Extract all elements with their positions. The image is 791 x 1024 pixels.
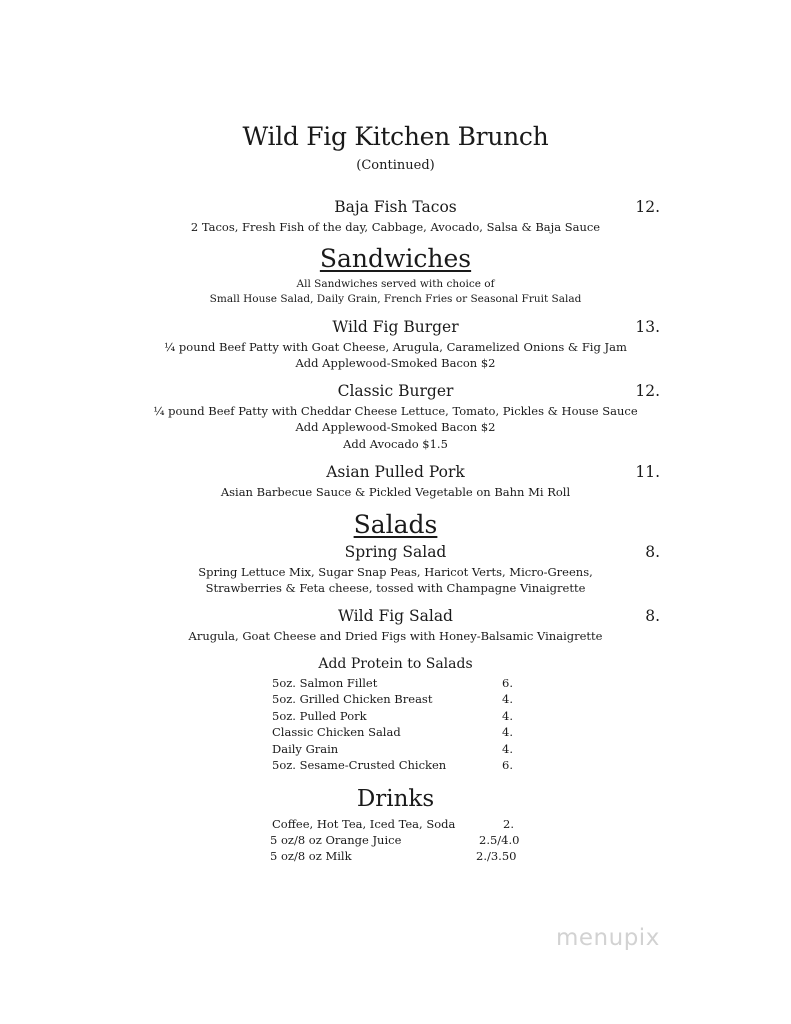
protein-add-on-title: Add Protein to Salads — [318, 656, 473, 672]
protein-name: 5oz. Grilled Chicken Breast — [272, 692, 433, 706]
item-desc-classic-burger: ¼ pound Beef Patty with Cheddar Cheese Lettuce, Tomato, Pickles & House Sauce — [153, 404, 638, 418]
protein-price: 6. — [502, 676, 513, 690]
page-subtitle: (Continued) — [356, 158, 435, 173]
menupix-watermark: menupix — [556, 925, 660, 951]
item-price-wild-fig-burger: 13. — [635, 318, 660, 336]
drink-price: 2. — [503, 817, 514, 831]
sandwiches-note-line-1: All Sandwiches served with choice of — [296, 278, 495, 290]
drink-price: 2.5/4.0 — [479, 833, 520, 847]
protein-name: Daily Grain — [272, 742, 339, 756]
item-price-baja-fish-tacos: 12. — [635, 198, 660, 216]
item-price-wild-fig-salad: 8. — [645, 607, 660, 625]
protein-name: 5oz. Salmon Fillet — [272, 676, 378, 690]
page-title: Wild Fig Kitchen Brunch — [242, 122, 549, 151]
item-desc-baja-fish-tacos: 2 Tacos, Fresh Fish of the day, Cabbage, Avocado, Salsa & Baja Sauce — [190, 220, 601, 234]
drink-name: Coffee, Hot Tea, Iced Tea, Soda — [272, 817, 456, 831]
protein-price: 4. — [502, 692, 513, 706]
item-name-classic-burger: Classic Burger — [337, 382, 454, 400]
section-title-sandwiches: Sandwiches — [319, 244, 472, 273]
item-desc-wild-fig-burger: ¼ pound Beef Patty with Goat Cheese, Arugula, Caramelized Onions & Fig Jam — [164, 340, 627, 354]
sandwiches-note-line-2: Small House Salad, Daily Grain, French Fries or Seasonal Fruit Salad — [209, 293, 582, 305]
protein-name: 5oz. Pulled Pork — [272, 709, 367, 723]
item-addon-wild-fig-burger: Add Applewood-Smoked Bacon $2 — [295, 356, 496, 370]
protein-name: Classic Chicken Salad — [272, 725, 401, 739]
item-name-spring-salad: Spring Salad — [344, 543, 447, 561]
section-title-salads: Salads — [353, 510, 438, 539]
item-desc-spring-salad-line-1: Spring Lettuce Mix, Sugar Snap Peas, Haricot Verts, Micro-Greens, — [198, 565, 593, 579]
item-name-asian-pulled-pork: Asian Pulled Pork — [326, 463, 465, 481]
protein-price: 4. — [502, 709, 513, 723]
section-title-drinks: Drinks — [356, 786, 435, 812]
protein-price: 4. — [502, 725, 513, 739]
protein-price: 4. — [502, 742, 513, 756]
item-name-baja-fish-tacos: Baja Fish Tacos — [334, 198, 457, 216]
item-desc-asian-pulled-pork: Asian Barbecue Sauce & Pickled Vegetable on Bahn Mi Roll — [220, 485, 571, 499]
item-addon-avocado-classic-burger: Add Avocado $1.5 — [343, 437, 448, 451]
protein-name: 5oz. Sesame-Crusted Chicken — [272, 758, 447, 772]
item-price-classic-burger: 12. — [635, 382, 660, 400]
drink-name: 5 oz/8 oz Milk — [270, 849, 352, 863]
item-price-asian-pulled-pork: 11. — [635, 463, 660, 481]
item-price-spring-salad: 8. — [645, 543, 660, 561]
item-name-wild-fig-burger: Wild Fig Burger — [332, 318, 459, 336]
protein-price: 6. — [502, 758, 513, 772]
item-desc-spring-salad-line-2: Strawberries & Feta cheese, tossed with Champagne Vinaigrette — [205, 581, 586, 595]
item-addon-bacon-classic-burger: Add Applewood-Smoked Bacon $2 — [295, 420, 496, 434]
item-name-wild-fig-salad: Wild Fig Salad — [338, 607, 453, 625]
item-desc-wild-fig-salad: Arugula, Goat Cheese and Dried Figs with Honey-Balsamic Vinaigrette — [188, 629, 603, 643]
drink-name: 5 oz/8 oz Orange Juice — [270, 833, 402, 847]
drink-price: 2./3.50 — [476, 849, 517, 863]
